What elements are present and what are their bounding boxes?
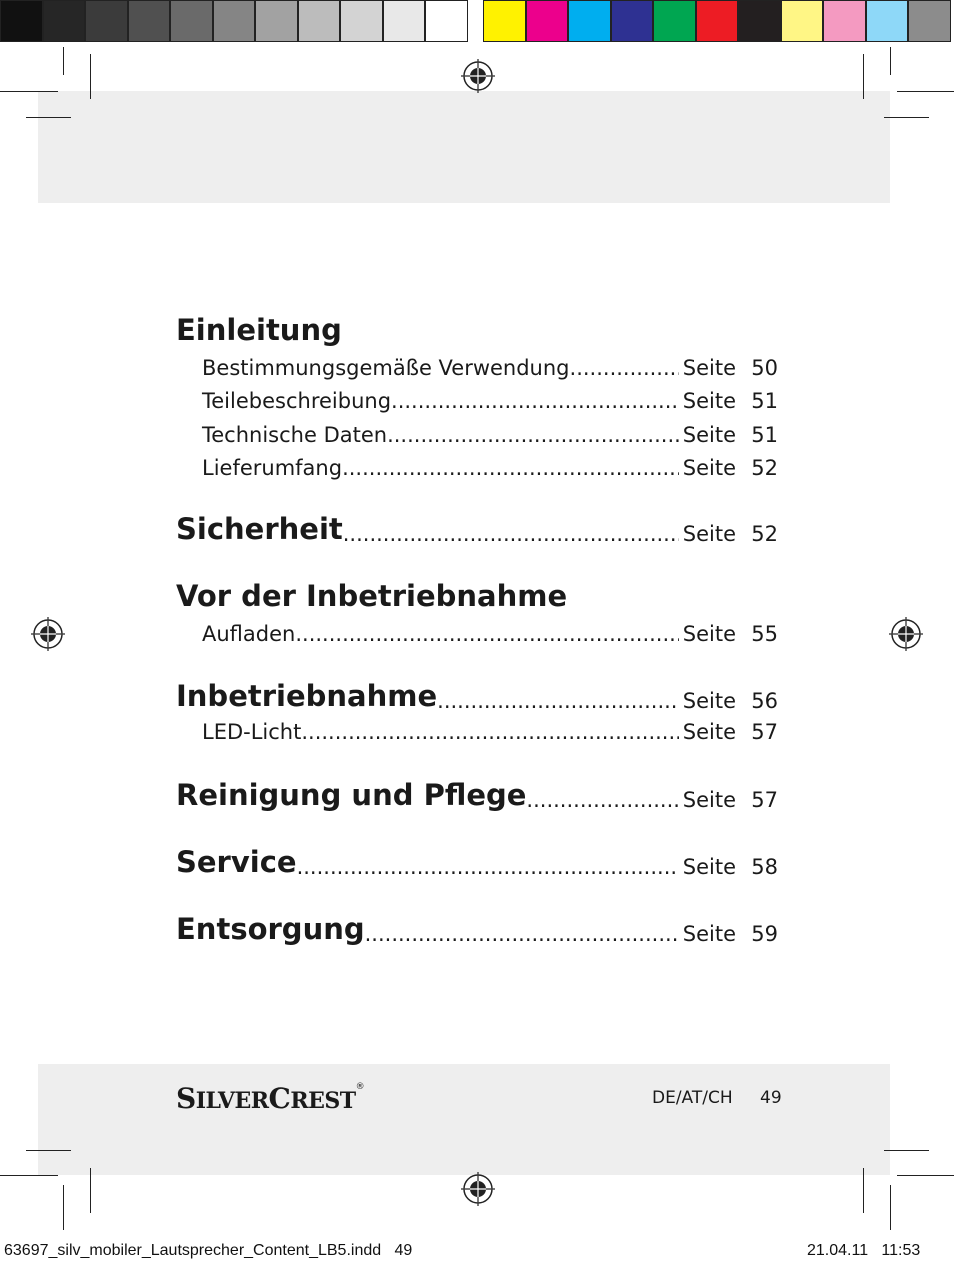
silvercrest-logo: SILVERCREST® [176,1082,365,1115]
toc-page-number: 50 [751,355,778,380]
leader-dots [295,620,678,648]
color-swatch [653,0,696,42]
slug-datetime: 21.04.11 11:53 [807,1242,921,1259]
gray-swatch [425,0,468,42]
gray-swatch [170,0,213,42]
header-panel [38,91,890,203]
toc-page-word: Seite [682,855,736,879]
toc-page-word: Seite [682,922,736,946]
table-of-contents [176,312,778,946]
toc-page-number: 59 [751,922,778,946]
crop-mark [890,1185,891,1230]
toc-section-title: Vor der Inbetriebnahme [176,579,568,613]
footer-page-number: 49 [760,1088,782,1108]
toc-entry [176,415,778,449]
toc-entry [176,614,778,648]
toc-page-word: Seite [682,688,736,713]
color-swatch [611,0,654,42]
toc-section-entry [176,845,778,879]
toc-page-number: 55 [751,621,778,646]
toc-page-number: 56 [751,688,778,713]
toc-section-entry [176,912,778,946]
leader-dots [343,522,679,546]
crop-mark [863,1168,864,1213]
gray-swatch [85,0,128,42]
gray-swatch [255,0,298,42]
leader-dots [437,689,679,713]
registration-mark-icon [461,59,495,93]
registration-mark-icon [889,617,923,651]
gray-swatch [340,0,383,42]
toc-page-number: 57 [751,720,778,744]
crop-mark [897,1175,954,1176]
toc-entry-label: Lieferumfang [202,456,343,480]
toc-page-word: Seite [682,355,736,380]
footer-panel [38,1064,890,1175]
toc-page-number: 57 [751,788,778,812]
toc-entry-label: LED-Licht [202,720,302,744]
gray-swatch [213,0,256,42]
toc-page-word: Seite [682,720,736,744]
toc-entry [176,348,778,382]
crop-mark [890,47,891,75]
color-swatch [823,0,866,42]
gray-swatch [383,0,426,42]
toc-section-entry [176,512,778,546]
grayscale-color-bar [0,0,468,46]
crop-mark [63,47,64,75]
crop-mark [897,91,954,92]
crop-mark [90,54,91,99]
toc-section-title: Entsorgung [176,912,365,946]
toc-entry-label: Aufladen [202,621,296,646]
crop-mark [863,54,864,99]
gray-swatch [0,0,43,42]
footer-region-code: DE/AT/CH [652,1088,733,1108]
gray-swatch [298,0,341,42]
toc-section-title: Sicherheit [176,512,343,546]
crop-mark [0,1175,58,1176]
crop-mark [63,1185,64,1230]
crop-mark [884,1150,929,1151]
leader-dots [387,421,679,449]
toc-page-word: Seite [682,422,736,447]
slug-filename: 63697_silv_mobiler_Lautsprecher_Content_LB5.indd 49 [4,1242,413,1259]
toc-section-entry [176,778,778,812]
color-swatch [866,0,909,42]
color-swatch [738,0,781,42]
leader-dots [297,855,679,879]
leader-dots [342,454,679,482]
color-swatch [526,0,569,42]
toc-page-number: 51 [751,422,778,447]
color-swatch [696,0,739,42]
toc-page-word: Seite [682,522,736,546]
leader-dots [365,922,679,946]
registration-mark-icon [31,617,65,651]
toc-entry [176,382,778,416]
crop-mark [90,1168,91,1213]
toc-entry-label: Bestimmungsgemäße Verwendung [202,355,570,380]
toc-section-title: Reinigung und Pflege [176,778,527,812]
toc-section-title: Service [176,845,297,879]
toc-entry-label: Teilebeschreibung [202,389,392,413]
toc-entry-label: Technische Daten [202,422,388,447]
crop-mark [26,117,71,118]
toc-section-title: Inbetriebnahme [176,678,438,713]
toc-page-word: Seite [682,621,736,646]
leader-dots [391,387,679,415]
crop-mark [884,117,929,118]
toc-page-word: Seite [682,788,736,812]
color-swatch [908,0,951,42]
toc-page-word: Seite [682,456,736,480]
toc-section-entry [176,679,778,713]
registration-mark-icon [461,1172,495,1206]
toc-page-number: 52 [751,456,778,480]
toc-page-word: Seite [682,389,736,413]
color-swatch [781,0,824,42]
color-swatch [483,0,526,42]
toc-section-title: Einleitung [176,313,342,347]
leader-dots [570,354,679,382]
leader-dots [526,788,678,812]
gray-swatch [43,0,86,42]
crop-mark [0,91,58,92]
toc-page-number: 52 [751,522,778,546]
toc-entry [176,713,778,747]
gray-swatch [128,0,171,42]
color-swatch [568,0,611,42]
toc-page-number: 51 [751,389,778,413]
leader-dots [301,718,678,746]
crop-mark [26,1150,71,1151]
process-color-bar [483,0,951,46]
toc-page-number: 58 [751,855,778,879]
toc-entry [176,449,778,483]
